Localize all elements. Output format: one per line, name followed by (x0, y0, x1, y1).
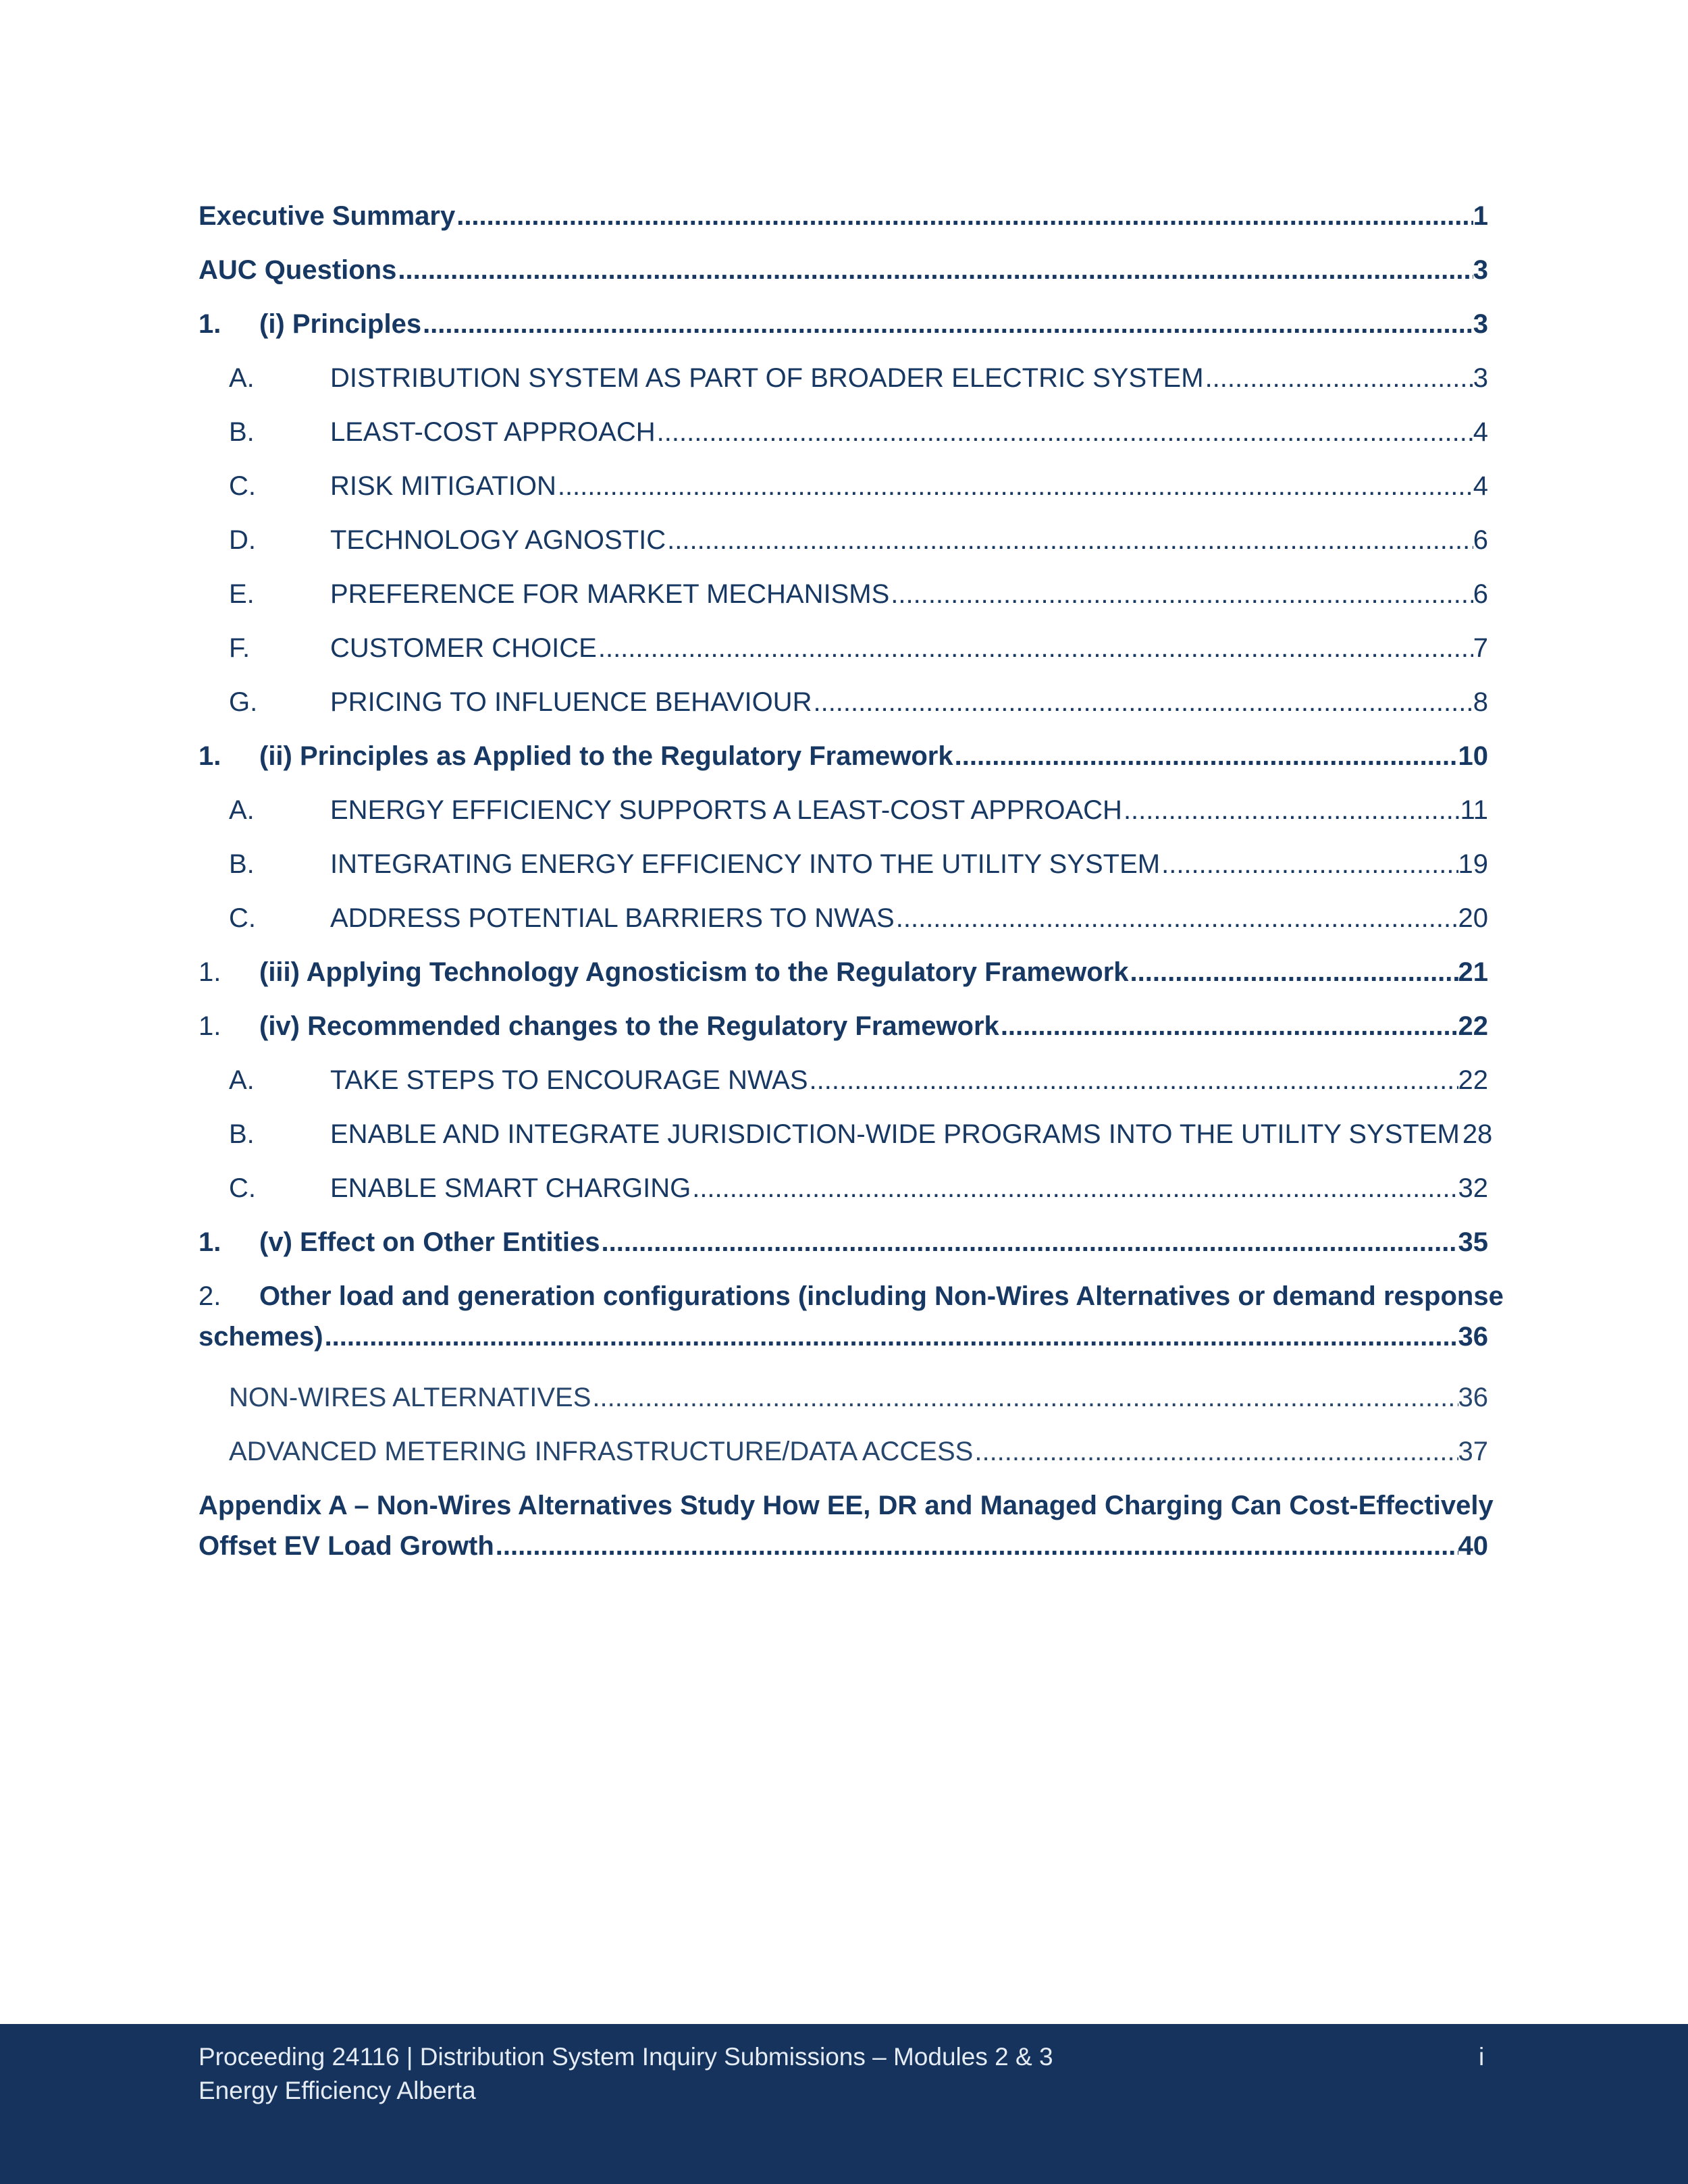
table-of-contents (199, 189, 1504, 1580)
dot-leader (1160, 837, 1458, 891)
toc-subentry-title: CUSTOMER CHOICE (330, 633, 597, 663)
toc-subentry-page: 36 (1458, 1383, 1488, 1412)
toc-entry-title-line2: schemes) (199, 1322, 323, 1352)
dot-leader (597, 621, 1473, 675)
toc-entry-auc-questions[interactable] (199, 243, 1488, 297)
toc-entry-number: 1. (199, 957, 221, 987)
toc-entry-number: 1. (199, 1227, 221, 1257)
toc-subentry[interactable] (199, 837, 1488, 891)
toc-entry-other-configurations[interactable] (199, 1276, 1504, 1316)
toc-subentry-page: 4 (1473, 417, 1488, 447)
toc-subentry-letter: B. (229, 1119, 255, 1149)
toc-entry-title: (iii) Applying Technology Agnosticism to the Regulatory Framework (259, 957, 1129, 987)
toc-entry-page: 3 (1473, 309, 1488, 339)
toc-subentry-page: 32 (1458, 1173, 1488, 1203)
dot-leader (973, 1424, 1458, 1479)
dot-leader (953, 729, 1458, 783)
toc-entry-title: Executive Summary (199, 201, 456, 231)
toc-entry-number: 1. (199, 309, 221, 339)
footer-page-number: i (1479, 2043, 1485, 2071)
toc-subentry[interactable] (199, 1107, 1493, 1161)
toc-subentry[interactable] (199, 459, 1488, 513)
toc-subentry[interactable] (199, 891, 1488, 945)
toc-subentry[interactable] (199, 351, 1488, 405)
toc-entry-effect-on-other-entities[interactable] (199, 1215, 1488, 1269)
toc-entry-page: 22 (1458, 1011, 1488, 1041)
toc-subentry-letter: B. (229, 849, 255, 879)
toc-entry-page: 36 (1458, 1322, 1488, 1352)
toc-entry-number: 2. (199, 1281, 221, 1311)
dot-leader (812, 675, 1473, 729)
toc-subentry-page: 11 (1460, 795, 1488, 825)
toc-subentry-title: INTEGRATING ENERGY EFFICIENCY INTO THE UTILITY SYSTEM (330, 849, 1161, 879)
toc-subentry-letter: E. (229, 579, 255, 609)
dot-leader (889, 567, 1473, 621)
toc-subentry[interactable] (199, 783, 1488, 837)
toc-subentry[interactable] (199, 567, 1488, 621)
toc-entry-title-line1: Other load and generation configurations (including Non-Wires Alternatives or demand response (259, 1281, 1504, 1311)
toc-subentry-page: 28 (1462, 1119, 1493, 1149)
toc-entry-recommended-changes[interactable] (199, 999, 1488, 1053)
toc-subentry-title: ADVANCED METERING INFRASTRUCTURE/DATA ACCESS (229, 1437, 974, 1466)
toc-subentry-page: 7 (1473, 633, 1488, 663)
toc-subentry[interactable] (199, 1053, 1488, 1107)
toc-subentry-letter: F. (229, 633, 250, 663)
dot-leader (1129, 945, 1458, 999)
toc-entry-executive-summary[interactable] (199, 189, 1488, 243)
dot-leader (666, 513, 1473, 567)
toc-subentry-letter: A. (229, 363, 255, 393)
toc-subentry-title: NON-WIRES ALTERNATIVES (229, 1383, 591, 1412)
dot-leader (455, 189, 1473, 243)
toc-subentry-page: 6 (1473, 579, 1488, 609)
toc-subentry-page: 20 (1458, 903, 1488, 933)
toc-entry-page: 1 (1473, 201, 1488, 231)
toc-entry-page: 35 (1458, 1227, 1488, 1257)
toc-subentry-title: PREFERENCE FOR MARKET MECHANISMS (330, 579, 890, 609)
toc-subentry-page: 22 (1458, 1065, 1488, 1095)
toc-subentry-title: RISK MITIGATION (330, 471, 556, 501)
page-footer (0, 2024, 1688, 2184)
toc-subentry-letter: G. (229, 687, 258, 717)
toc-subentry-title: ENABLE AND INTEGRATE JURISDICTION-WIDE PROGRAMS INTO THE UTILITY SYSTEM (330, 1119, 1460, 1149)
dot-leader (600, 1215, 1458, 1269)
toc-subentry-page: 3 (1473, 363, 1488, 393)
dot-leader (396, 243, 1473, 297)
toc-subentry-title: PRICING TO INFLUENCE BEHAVIOUR (330, 687, 812, 717)
toc-subentry-page: 6 (1473, 525, 1488, 555)
toc-subentry-title: DISTRIBUTION SYSTEM AS PART OF BROADER ELECTRIC SYSTEM (330, 363, 1204, 393)
dot-leader (895, 891, 1458, 945)
footer-proceeding-line: Proceeding 24116 | Distribution System Inquiry Submissions – Modules 2 & 3 (199, 2043, 1053, 2071)
dot-leader (323, 1316, 1458, 1357)
toc-entry-title: (v) Effect on Other Entities (259, 1227, 600, 1257)
toc-entry-title-line1: Appendix A – Non-Wires Alternatives Study How EE, DR and Managed Charging Can Cost-Effectively (199, 1491, 1494, 1520)
toc-subentry[interactable] (199, 405, 1488, 459)
dot-leader (1204, 351, 1473, 405)
toc-subentry-letter: B. (229, 417, 255, 447)
dot-leader (421, 297, 1473, 351)
toc-subentry[interactable] (199, 1424, 1488, 1479)
toc-entry-title: (i) Principles (259, 309, 422, 339)
toc-subentry-title: ENABLE SMART CHARGING (330, 1173, 691, 1203)
toc-entry-page: 10 (1458, 741, 1488, 771)
toc-subentry-title: TECHNOLOGY AGNOSTIC (330, 525, 666, 555)
dot-leader (494, 1526, 1458, 1566)
toc-entry-title-line2: Offset EV Load Growth (199, 1531, 494, 1561)
toc-subentry[interactable] (199, 621, 1488, 675)
toc-entry-title: (iv) Recommended changes to the Regulatory Framework (259, 1011, 999, 1041)
toc-subentry-letter: A. (229, 1065, 255, 1095)
toc-entry-page: 21 (1458, 957, 1488, 987)
dot-leader (691, 1161, 1458, 1215)
dot-leader (556, 459, 1473, 513)
dot-leader (808, 1053, 1458, 1107)
toc-entry-technology-agnosticism[interactable] (199, 945, 1488, 999)
toc-subentry[interactable] (199, 675, 1488, 729)
footer-organization-line: Energy Efficiency Alberta (199, 2077, 476, 2104)
toc-entry-principles-applied[interactable] (199, 729, 1488, 783)
toc-subentry-page: 4 (1473, 471, 1488, 501)
toc-subentry-page: 8 (1473, 687, 1488, 717)
toc-subentry-letter: C. (229, 903, 256, 933)
toc-subentry[interactable] (199, 1370, 1488, 1424)
toc-subentry-letter: C. (229, 1173, 256, 1203)
dot-leader (1122, 783, 1460, 837)
toc-entry-number: 1. (199, 741, 221, 771)
toc-entry-page: 3 (1473, 255, 1488, 285)
toc-subentry-title: TAKE STEPS TO ENCOURAGE NWAS (330, 1065, 808, 1095)
toc-subentry-letter: A. (229, 795, 255, 825)
toc-entry-appendix-a[interactable] (199, 1485, 1494, 1526)
toc-entry-page: 40 (1458, 1531, 1488, 1561)
dot-leader (656, 405, 1473, 459)
toc-subentry-page: 37 (1458, 1437, 1488, 1466)
toc-entry-principles[interactable] (199, 297, 1488, 351)
toc-subentry-title: ENERGY EFFICIENCY SUPPORTS A LEAST-COST APPROACH (330, 795, 1122, 825)
toc-subentry-title: ADDRESS POTENTIAL BARRIERS TO NWAS (330, 903, 895, 933)
toc-entry-title: AUC Questions (199, 255, 397, 285)
toc-subentry[interactable] (199, 513, 1488, 567)
dot-leader (591, 1370, 1458, 1424)
toc-subentry-page: 19 (1458, 849, 1488, 879)
toc-entry-number: 1. (199, 1011, 221, 1041)
toc-subentry-title: LEAST-COST APPROACH (330, 417, 656, 447)
dot-leader (999, 999, 1458, 1053)
toc-subentry-letter: D. (229, 525, 256, 555)
toc-subentry[interactable] (199, 1161, 1488, 1215)
toc-subentry-letter: C. (229, 471, 256, 501)
toc-entry-other-configurations-cont[interactable] (199, 1316, 1488, 1357)
toc-entry-appendix-a-cont[interactable] (199, 1526, 1488, 1566)
toc-entry-title: (ii) Principles as Applied to the Regulatory Framework (259, 741, 953, 771)
